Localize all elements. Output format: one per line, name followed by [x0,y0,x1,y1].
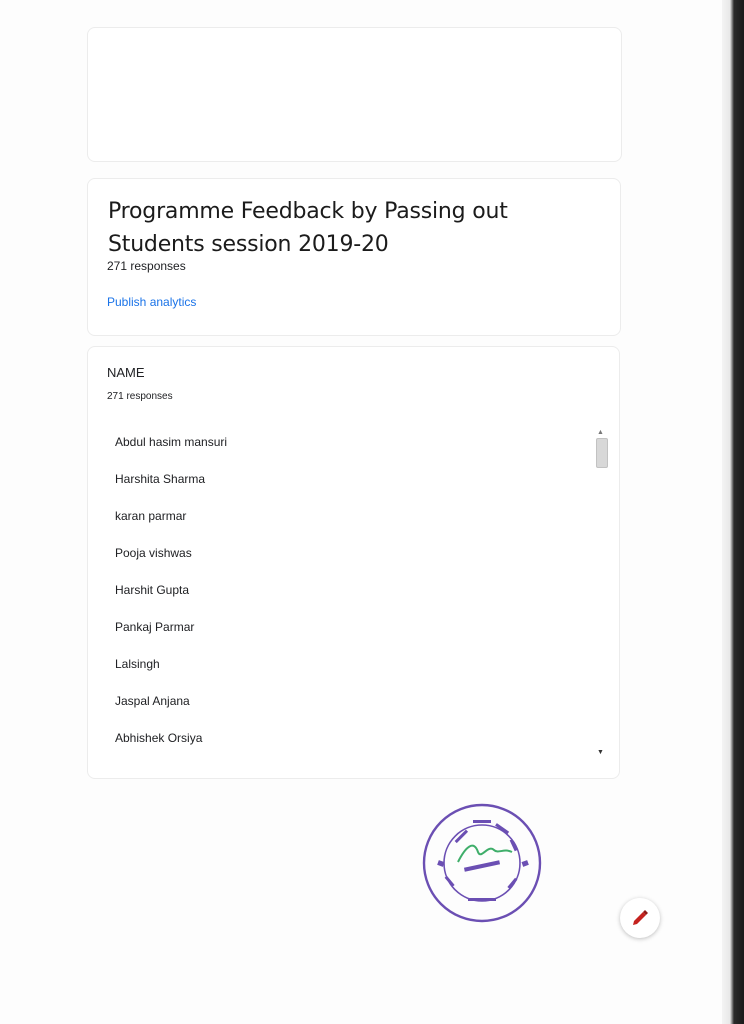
form-title: Programme Feedback by Passing out Students session 2019-20 [108,199,508,257]
scroll-up-arrow-icon[interactable]: ▲ [597,429,604,436]
list-item: Harshit Gupta [115,583,190,597]
list-item: Abdul hasim mansuri [115,435,228,449]
seal-icon [418,800,546,926]
form-header-banner [87,27,622,162]
list-item: Pooja vishwas [115,546,192,560]
pencil-icon [630,908,650,928]
scrollbar-thumb[interactable] [596,438,608,468]
list-item: Lalsingh [115,657,160,671]
publish-analytics-link[interactable]: Publish analytics [107,295,197,309]
answers-list[interactable] [115,435,585,753]
principal-seal-stamp [418,800,546,926]
list-item: Abhishek Orsiya [115,731,203,745]
scanner-edge [722,0,744,1024]
edit-button[interactable] [620,898,660,938]
list-item: Harshita Sharma [115,472,206,486]
summary-card [87,178,621,336]
question-response-count: 271 responses [107,391,173,402]
question-title: NAME [107,365,145,380]
answers-scrollbar[interactable] [594,429,608,759]
scroll-down-arrow-icon[interactable]: ▼ [597,749,604,756]
list-item: karan parmar [115,509,187,523]
list-item: Jaspal Anjana [115,694,190,708]
total-response-count: 271 responses [107,259,186,273]
list-item: Pankaj Parmar [115,620,195,634]
question-card-name [87,346,620,779]
